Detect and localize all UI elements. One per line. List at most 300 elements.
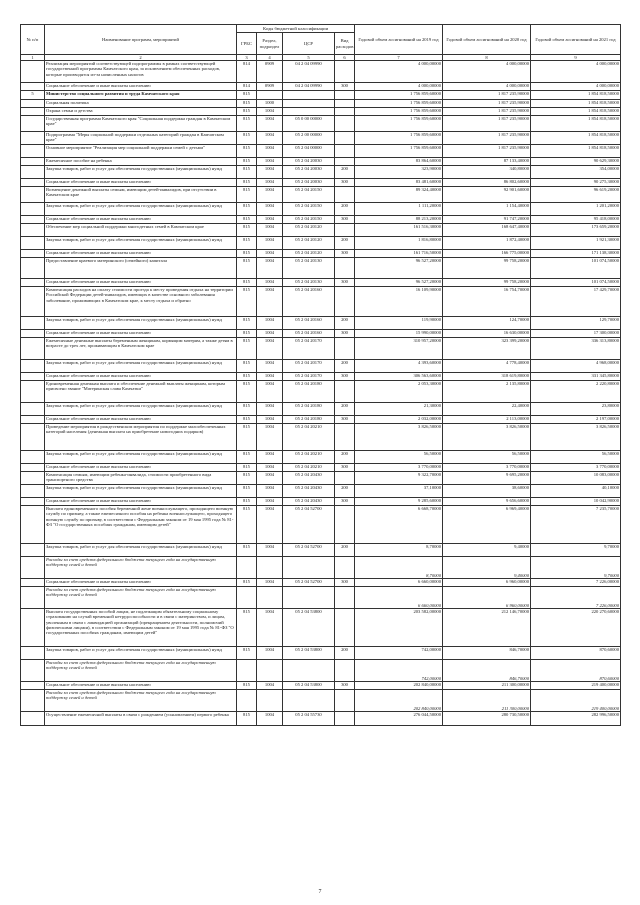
cell-2019: 1 816,80000 (355, 237, 443, 250)
table-row (21, 250, 621, 258)
cell-num (21, 330, 45, 338)
cell-razdel: 1004 (257, 403, 283, 416)
cell-2021: 3 826,50000 (531, 424, 621, 451)
cell-name: Закупка товаров, работ и услуг для обеспечения государственных (муниципальных) нужд (45, 317, 237, 330)
table-row (21, 587, 621, 609)
cell-grbs: 815 (237, 250, 257, 258)
cell-2019: 16 109,90000 (355, 287, 443, 317)
cell-2020: 4 778,40000 (443, 360, 531, 373)
cell-name: Социальное обеспечение и иные выплаты населению (45, 216, 237, 224)
cell-num (21, 647, 45, 660)
table-row (21, 287, 621, 317)
cell-vr (335, 100, 355, 108)
cell-2019: 742,00000 (355, 647, 443, 660)
cell-2019: 310 957,20000 (355, 338, 443, 360)
cell-num (21, 158, 45, 166)
cell-grbs: 815 (237, 472, 257, 485)
cell-2021: 4 000,00000 (531, 61, 621, 83)
cell-csr: 05 2 04 53800 (283, 682, 335, 690)
index-cell: 7 (355, 55, 443, 61)
cell-name: Расходы за счет средств федерального бюджета текущего года на государственную поддержку семей и детей (45, 690, 237, 712)
cell-2020: 1 817 235,90000 (443, 91, 531, 100)
cell-2019: 8,70000 (355, 544, 443, 557)
cell-grbs: 815 (237, 237, 257, 250)
cell-grbs (237, 587, 257, 609)
cell-num (21, 690, 45, 712)
cell-2019: 6 660,00000 (355, 587, 443, 609)
table-row (21, 485, 621, 498)
table-row (21, 61, 621, 83)
cell-2021: 282 996,50000 (531, 712, 621, 726)
cell-grbs: 815 (237, 712, 257, 726)
cell-grbs: 815 (237, 216, 257, 224)
table-row (21, 100, 621, 108)
cell-grbs: 815 (237, 158, 257, 166)
cell-grbs: 815 (237, 108, 257, 116)
cell-csr: 05 2 04 55730 (283, 712, 335, 726)
table-row (21, 712, 621, 726)
cell-razdel (257, 660, 283, 682)
table-row (21, 330, 621, 338)
cell-2019: 83 864,60000 (355, 158, 443, 166)
cell-2020: 323 399,20000 (443, 338, 531, 360)
cell-2021: 219 400,00000 (531, 682, 621, 690)
cell-2021: 10 042,90000 (531, 498, 621, 506)
cell-2019: 203 582,00000 (355, 609, 443, 647)
cell-num (21, 100, 45, 108)
cell-razdel: 1004 (257, 451, 283, 464)
cell-2021: 1 854 818,50000 (531, 108, 621, 116)
table-row (21, 506, 621, 544)
cell-vr (335, 381, 355, 403)
table-row (21, 579, 621, 587)
header-2021: Годовой объем ассигнований на 2021 год (531, 25, 621, 55)
cell-num (21, 424, 45, 451)
cell-vr: 200 (335, 166, 355, 179)
cell-vr (335, 506, 355, 544)
table-row (21, 498, 621, 506)
cell-razdel: 1004 (257, 609, 283, 647)
cell-name: Расходы за счет средств федерального бюджета текущего года на государственную поддержку семей и детей (45, 587, 237, 609)
cell-name: Социальное обеспечение и иные выплаты населению (45, 179, 237, 187)
cell-grbs: 815 (237, 647, 257, 660)
cell-csr: 05 2 04 20030 (283, 179, 335, 187)
cell-razdel: 0909 (257, 83, 283, 91)
cell-name: Расходы за счет средств федерального бюджета текущего года на государственную поддержку семей и детей (45, 660, 237, 682)
cell-2020: 9,40000 (443, 544, 531, 557)
cell-csr: 05 2 04 20180 (283, 381, 335, 403)
cell-vr: 200 (335, 203, 355, 216)
cell-csr: 05 0 00 00000 (283, 116, 335, 132)
cell-name: Социальное обеспечение и иные выплаты населению (45, 83, 237, 91)
cell-razdel: 1004 (257, 338, 283, 360)
index-cell: 9 (531, 55, 621, 61)
cell-grbs: 815 (237, 451, 257, 464)
cell-vr (335, 224, 355, 237)
cell-grbs: 814 (237, 83, 257, 91)
cell-csr: 05 2 04 20170 (283, 360, 335, 373)
cell-csr: 05 2 04 20170 (283, 373, 335, 381)
cell-razdel: 1004 (257, 237, 283, 250)
cell-2021: 95 418,00000 (531, 216, 621, 224)
cell-2020: 9 656,60000 (443, 498, 531, 506)
cell-2021: 1 201,20000 (531, 203, 621, 216)
cell-name: Социальное обеспечение и иные выплаты населению (45, 373, 237, 381)
cell-csr: 05 2 00 00000 (283, 132, 335, 145)
cell-razdel: 1004 (257, 132, 283, 145)
cell-2020: 168 647,40000 (443, 224, 531, 237)
header-codes-group: Коды бюджетной классификации (237, 25, 355, 33)
cell-grbs: 815 (237, 287, 257, 317)
cell-name: Министерство социального развития и труда Камчатского края (45, 91, 237, 100)
cell-2019: 161 516,30000 (355, 224, 443, 237)
cell-name: Обеспечение мер социальной поддержки многодетных семей в Камчатском крае (45, 224, 237, 237)
header-name: Наименование программ, мероприятий (45, 25, 237, 55)
cell-num (21, 506, 45, 544)
cell-2020: 1 817 235,90000 (443, 108, 531, 116)
cell-razdel: 1004 (257, 472, 283, 485)
cell-2019: 6 660,00000 (355, 579, 443, 587)
cell-razdel: 1004 (257, 485, 283, 498)
cell-vr (335, 712, 355, 726)
cell-2019: 1 756 859,60000 (355, 91, 443, 100)
cell-vr: 300 (335, 83, 355, 91)
cell-name: Расходы за счет средств федерального бюджета текущего года на государственную поддержку семей и детей (45, 557, 237, 579)
cell-2019: 4 000,00000 (355, 83, 443, 91)
cell-2019: 1 756 859,60000 (355, 108, 443, 116)
cell-name: Социальное обеспечение и иные выплаты населению (45, 330, 237, 338)
cell-csr: 05 2 04 20120 (283, 237, 335, 250)
cell-num: 5 (21, 91, 45, 100)
cell-2019: 742,00000 (355, 660, 443, 682)
cell-grbs: 815 (237, 485, 257, 498)
cell-name: Компенсация расходов на оплату стоимости проезда к месту проведения отдыха на территории Российской Федерации детей-инвалидов, имеющих в качестве основного заболевания заболевание, проживающих в Камчатском крае, к месту отдыха и обратно (45, 287, 237, 317)
cell-name: Закупка товаров, работ и услуг для обеспечения государственных (муниципальных) нужд (45, 166, 237, 179)
cell-csr: 05 2 04 52700 (283, 544, 335, 557)
cell-num (21, 579, 45, 587)
cell-vr: 200 (335, 544, 355, 557)
cell-2021: 173 659,20000 (531, 224, 621, 237)
cell-2020: 2 113,00000 (443, 416, 531, 424)
cell-2019: 202 840,00000 (355, 682, 443, 690)
cell-num (21, 472, 45, 485)
cell-name: Социальное обеспечение и иные выплаты населению (45, 464, 237, 472)
index-cell: 6 (335, 55, 355, 61)
cell-2021: 101 074,50000 (531, 279, 621, 287)
cell-2019: 3 770,00000 (355, 464, 443, 472)
cell-name: Закупка товаров, работ и услуг для обеспечения государственных (муниципальных) нужд (45, 451, 237, 464)
cell-2020: 1 817 235,90000 (443, 132, 531, 145)
table-row (21, 91, 621, 100)
cell-name: Проведение мероприятия в рождественском мероприятия по поддержке малообеспеченных категорий населения (денежная выплата на приобретение новогодних подарков) (45, 424, 237, 451)
cell-2021: 90 275,30000 (531, 179, 621, 187)
cell-grbs: 815 (237, 506, 257, 544)
cell-2020: 4 000,00000 (443, 83, 531, 91)
cell-grbs: 815 (237, 330, 257, 338)
cell-2020: 38,60000 (443, 485, 531, 498)
cell-vr: 200 (335, 237, 355, 250)
cell-csr: 05 2 04 20160 (283, 287, 335, 317)
cell-vr: 200 (335, 403, 355, 416)
cell-2019: 1 756 859,60000 (355, 132, 443, 145)
cell-razdel (257, 557, 283, 579)
table-row (21, 237, 621, 250)
cell-2021: 1 854 818,50000 (531, 132, 621, 145)
cell-razdel: 1004 (257, 108, 283, 116)
table-row (21, 187, 621, 203)
cell-num (21, 237, 45, 250)
cell-2020: 166 775,00000 (443, 250, 531, 258)
cell-2020: 16 754,70000 (443, 287, 531, 317)
cell-csr (283, 91, 335, 100)
cell-name: Социальное обеспечение и иные выплаты населению (45, 498, 237, 506)
cell-name: Закупка товаров, работ и услуг для обеспечения государственных (муниципальных) нужд (45, 647, 237, 660)
cell-csr: 04 2 04 09990 (283, 61, 335, 83)
cell-name: Социальное обеспечение и иные выплаты населению (45, 682, 237, 690)
cell-vr (335, 116, 355, 132)
cell-num (21, 660, 45, 682)
cell-2021: 2 197,00000 (531, 416, 621, 424)
cell-vr: 200 (335, 317, 355, 330)
cell-name: Закупка товаров, работ и услуг для обеспечения государственных (муниципальных) нужд (45, 544, 237, 557)
index-cell: 5 (283, 55, 335, 61)
cell-grbs: 815 (237, 166, 257, 179)
cell-csr: 05 2 04 20030 (283, 166, 335, 179)
cell-num (21, 464, 45, 472)
cell-vr: 300 (335, 579, 355, 587)
cell-razdel: 1004 (257, 464, 283, 472)
cell-grbs: 815 (237, 373, 257, 381)
table-row (21, 145, 621, 158)
cell-2020: 1 872,40000 (443, 237, 531, 250)
cell-2019: 6 668,70000 (355, 506, 443, 544)
cell-csr: 05 2 04 52700 (283, 506, 335, 544)
cell-razdel: 1004 (257, 579, 283, 587)
cell-razdel: 1004 (257, 224, 283, 237)
cell-name: Социальное обеспечение и иные выплаты населению (45, 416, 237, 424)
cell-vr: 300 (335, 682, 355, 690)
cell-csr: 05 2 04 20130 (283, 258, 335, 279)
cell-razdel: 1004 (257, 682, 283, 690)
cell-vr (335, 132, 355, 145)
cell-razdel: 1004 (257, 506, 283, 544)
cell-num (21, 451, 45, 464)
cell-csr: 05 2 04 20430 (283, 472, 335, 485)
cell-2020: 280 730,50000 (443, 712, 531, 726)
cell-2020: 99 758,20000 (443, 258, 531, 279)
cell-2019: 88 213,20000 (355, 216, 443, 224)
cell-csr: 05 2 04 20030 (283, 158, 335, 166)
cell-2021: 336 313,80000 (531, 338, 621, 360)
table-row (21, 472, 621, 485)
cell-2019: 8,70000 (355, 557, 443, 579)
cell-num (21, 187, 45, 203)
cell-2021: 1 854 818,50000 (531, 116, 621, 132)
cell-2020: 16 630,00000 (443, 330, 531, 338)
cell-csr: 05 2 04 20180 (283, 416, 335, 424)
cell-2020: 6 960,00000 (443, 587, 531, 609)
cell-razdel (257, 91, 283, 100)
cell-grbs: 815 (237, 424, 257, 451)
cell-name: Закупка товаров, работ и услуг для обеспечения государственных (муниципальных) нужд (45, 485, 237, 498)
cell-grbs: 815 (237, 609, 257, 647)
cell-grbs: 815 (237, 187, 257, 203)
cell-csr: 05 2 04 20130 (283, 279, 335, 287)
cell-csr: 05 2 04 20120 (283, 224, 335, 237)
cell-razdel: 1000 (257, 100, 283, 108)
cell-vr: 300 (335, 330, 355, 338)
cell-2019: 4 393,60000 (355, 360, 443, 373)
cell-name: Реализация мероприятий соответствующей подпрограммы в рамках соответствующей государственной программы Камчатского края, за исключением обеспеченных расходов, которые производятся из-за начисленных налогов (45, 61, 237, 83)
cell-num (21, 132, 45, 145)
cell-vr: 300 (335, 279, 355, 287)
cell-csr (283, 108, 335, 116)
cell-razdel: 0909 (257, 61, 283, 83)
cell-2020: 6 960,00000 (443, 579, 531, 587)
table-row (21, 83, 621, 91)
table-row (21, 279, 621, 287)
cell-razdel: 1004 (257, 258, 283, 279)
table-row (21, 451, 621, 464)
cell-razdel: 1004 (257, 330, 283, 338)
header-grbs: ГРБС (237, 33, 257, 55)
cell-2019: 96 527,20000 (355, 258, 443, 279)
cell-2019: 276 044,50000 (355, 712, 443, 726)
cell-2019: 21,30000 (355, 403, 443, 416)
cell-vr: 300 (335, 416, 355, 424)
cell-name: Предоставление краевого материнского (семейного) капитала (45, 258, 237, 279)
cell-name: Ежемесячные денежные выплаты беременным женщинам, кормящим матерям, а также детям в возрасте до трех лет, проживающим в Камчатском крае (45, 338, 237, 360)
cell-vr (335, 187, 355, 203)
table-row (21, 544, 621, 557)
index-cell: 4 (257, 55, 283, 61)
table-row (21, 682, 621, 690)
cell-grbs: 815 (237, 145, 257, 158)
cell-name: Компенсация семьям, имеющим ребенка-инвалида, стоимости приобретенного вида транспортного средства (45, 472, 237, 485)
cell-grbs: 815 (237, 258, 257, 279)
cell-2021: 40,10000 (531, 485, 621, 498)
cell-2021: 2 220,80000 (531, 381, 621, 403)
cell-vr (335, 609, 355, 647)
cell-2021: 9,70000 (531, 557, 621, 579)
cell-vr (335, 158, 355, 166)
cell-2021: 9,70000 (531, 544, 621, 557)
cell-2019: 4 000,00000 (355, 61, 443, 83)
header-vr: Вид расходов (335, 33, 355, 55)
cell-2020: 86 802,60000 (443, 179, 531, 187)
cell-name: Государственная программа Камчатского края "Социальная поддержка граждан в Камчатском крае" (45, 116, 237, 132)
cell-grbs: 815 (237, 381, 257, 403)
cell-csr: 05 2 04 20150 (283, 187, 335, 203)
cell-2019: 3 826,50000 (355, 424, 443, 451)
cell-csr (283, 557, 335, 579)
cell-csr: 05 2 04 20160 (283, 330, 335, 338)
cell-grbs: 815 (237, 224, 257, 237)
cell-2021: 3 770,00000 (531, 464, 621, 472)
cell-name: Закупка товаров, работ и услуг для обеспечения государственных (муниципальных) нужд (45, 403, 237, 416)
cell-2021: 354,00000 (531, 166, 621, 179)
cell-2019: 119,90000 (355, 317, 443, 330)
cell-2020: 22,40000 (443, 403, 531, 416)
cell-vr: 200 (335, 451, 355, 464)
cell-grbs: 815 (237, 116, 257, 132)
cell-2020: 124,70000 (443, 317, 531, 330)
table-row (21, 338, 621, 360)
cell-num (21, 544, 45, 557)
cell-num (21, 416, 45, 424)
cell-grbs: 815 (237, 91, 257, 100)
cell-2020: 3 826,50000 (443, 424, 531, 451)
cell-num (21, 609, 45, 647)
cell-2021: 17 300,00000 (531, 330, 621, 338)
cell-csr: 05 2 04 52700 (283, 579, 335, 587)
cell-num (21, 485, 45, 498)
cell-name: Закупка товаров, работ и услуг для обеспечения государственных (муниципальных) нужд (45, 237, 237, 250)
index-cell: 1 (21, 55, 45, 61)
cell-2020: 92 901,60000 (443, 187, 531, 203)
cell-2021: 870,60000 (531, 647, 621, 660)
cell-2019: 1 756 859,60000 (355, 116, 443, 132)
cell-2020: 87 133,40000 (443, 158, 531, 166)
table-row (21, 557, 621, 579)
cell-grbs: 815 (237, 100, 257, 108)
cell-name: Ежемесячное пособие на ребенка (45, 158, 237, 166)
cell-name: Основное мероприятие "Реализация мер социальной поддержки семей с детьми" (45, 145, 237, 158)
cell-2019: 89 324,40000 (355, 187, 443, 203)
table-row (21, 258, 621, 279)
cell-name: Социальное обеспечение и иные выплаты населению (45, 250, 237, 258)
cell-csr: 05 2 04 20430 (283, 485, 335, 498)
table-body (21, 61, 621, 726)
cell-2019: 9 285,60000 (355, 498, 443, 506)
cell-vr (335, 690, 355, 712)
cell-razdel: 1004 (257, 216, 283, 224)
cell-razdel: 1004 (257, 647, 283, 660)
budget-table (20, 24, 621, 726)
cell-vr (335, 145, 355, 158)
cell-2021: 10 083,00000 (531, 472, 621, 485)
table-row (21, 203, 621, 216)
cell-num (21, 557, 45, 579)
cell-num (21, 224, 45, 237)
table-row (21, 132, 621, 145)
header-2020: Годовой объем ассигнований на 2020 год (443, 25, 531, 55)
cell-num (21, 116, 45, 132)
table-row (21, 381, 621, 403)
cell-2021: 4 000,00000 (531, 83, 621, 91)
page-number: 7 (318, 889, 322, 895)
cell-grbs: 815 (237, 279, 257, 287)
cell-grbs: 815 (237, 132, 257, 145)
cell-2021: 331 345,80000 (531, 373, 621, 381)
cell-csr: 05 2 04 20160 (283, 317, 335, 330)
cell-razdel: 1004 (257, 158, 283, 166)
cell-name: Социальная политика (45, 100, 237, 108)
cell-csr (283, 587, 335, 609)
cell-razdel: 1004 (257, 712, 283, 726)
cell-csr (283, 660, 335, 682)
cell-2019: 1 756 859,60000 (355, 100, 443, 108)
cell-razdel: 1004 (257, 187, 283, 203)
cell-2019: 56,50000 (355, 451, 443, 464)
cell-num (21, 587, 45, 609)
cell-vr (335, 660, 355, 682)
cell-name: Социальное обеспечение и иные выплаты населению (45, 579, 237, 587)
cell-razdel: 1004 (257, 203, 283, 216)
table-row (21, 660, 621, 682)
cell-vr (335, 587, 355, 609)
cell-grbs: 815 (237, 416, 257, 424)
